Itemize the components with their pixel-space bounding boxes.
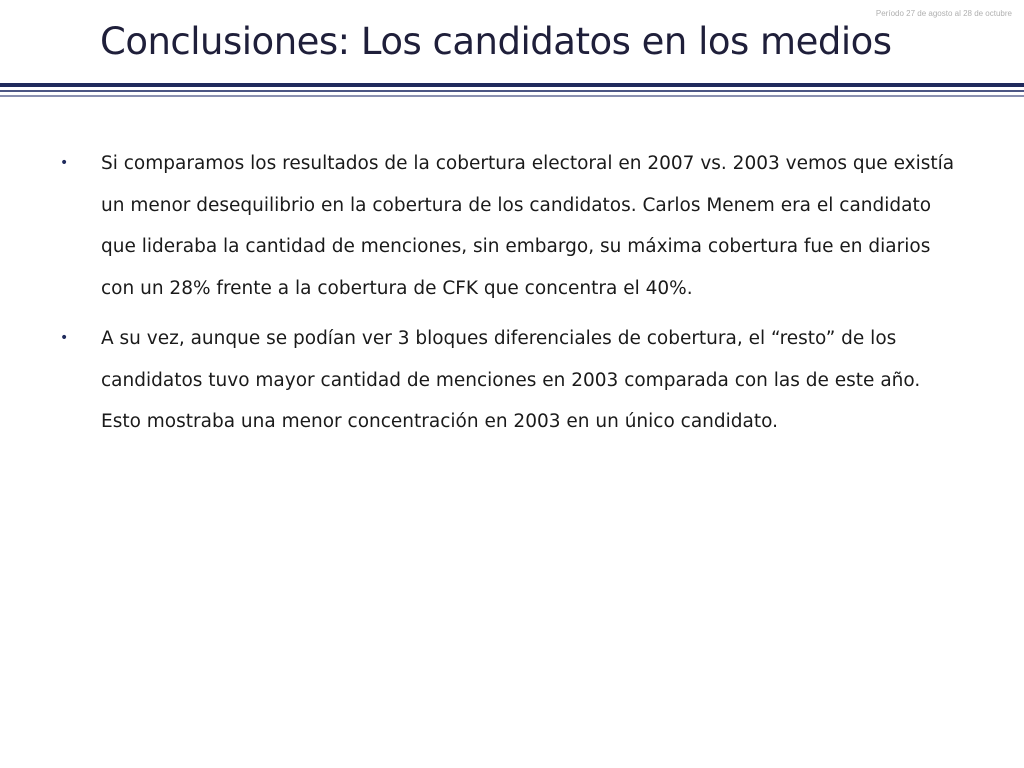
bullet-text: Si comparamos los resultados de la cobertura electoral en 2007 vs. 2003 vemos que existía un menor desequilibrio en la cobertura de los candidatos. Carlos Menem era el candidato que lideraba la cantidad de menciones, sin embargo, su máxima cobertura fue en diarios con un 28% frente a la cobertura de CFK que concentra el 40%. (101, 153, 955, 299)
bullet-text: A su vez, aunque se podían ver 3 bloques diferenciales de cobertura, el “resto” de los candidatos tuvo mayor cantidad de menciones en 2003 comparada con las de este año. Esto mostraba una menor concentración en 2003 en un único candidato. (101, 328, 921, 432)
title-rule-thin (0, 95, 1024, 97)
bullet-item-coverage-comparison (58, 143, 958, 309)
period-note: Período 27 de agosto al 28 de octubre (875, 9, 1012, 18)
bullet-icon: • (60, 155, 69, 171)
bullet-item-coverage-blocks (58, 318, 958, 443)
bullet-list (58, 143, 958, 452)
title-rule-medium (0, 90, 1024, 92)
slide-title: Conclusiones: Los candidatos en los medios (100, 20, 892, 63)
title-rule-thick (0, 83, 1024, 87)
bullet-icon: • (60, 330, 69, 346)
